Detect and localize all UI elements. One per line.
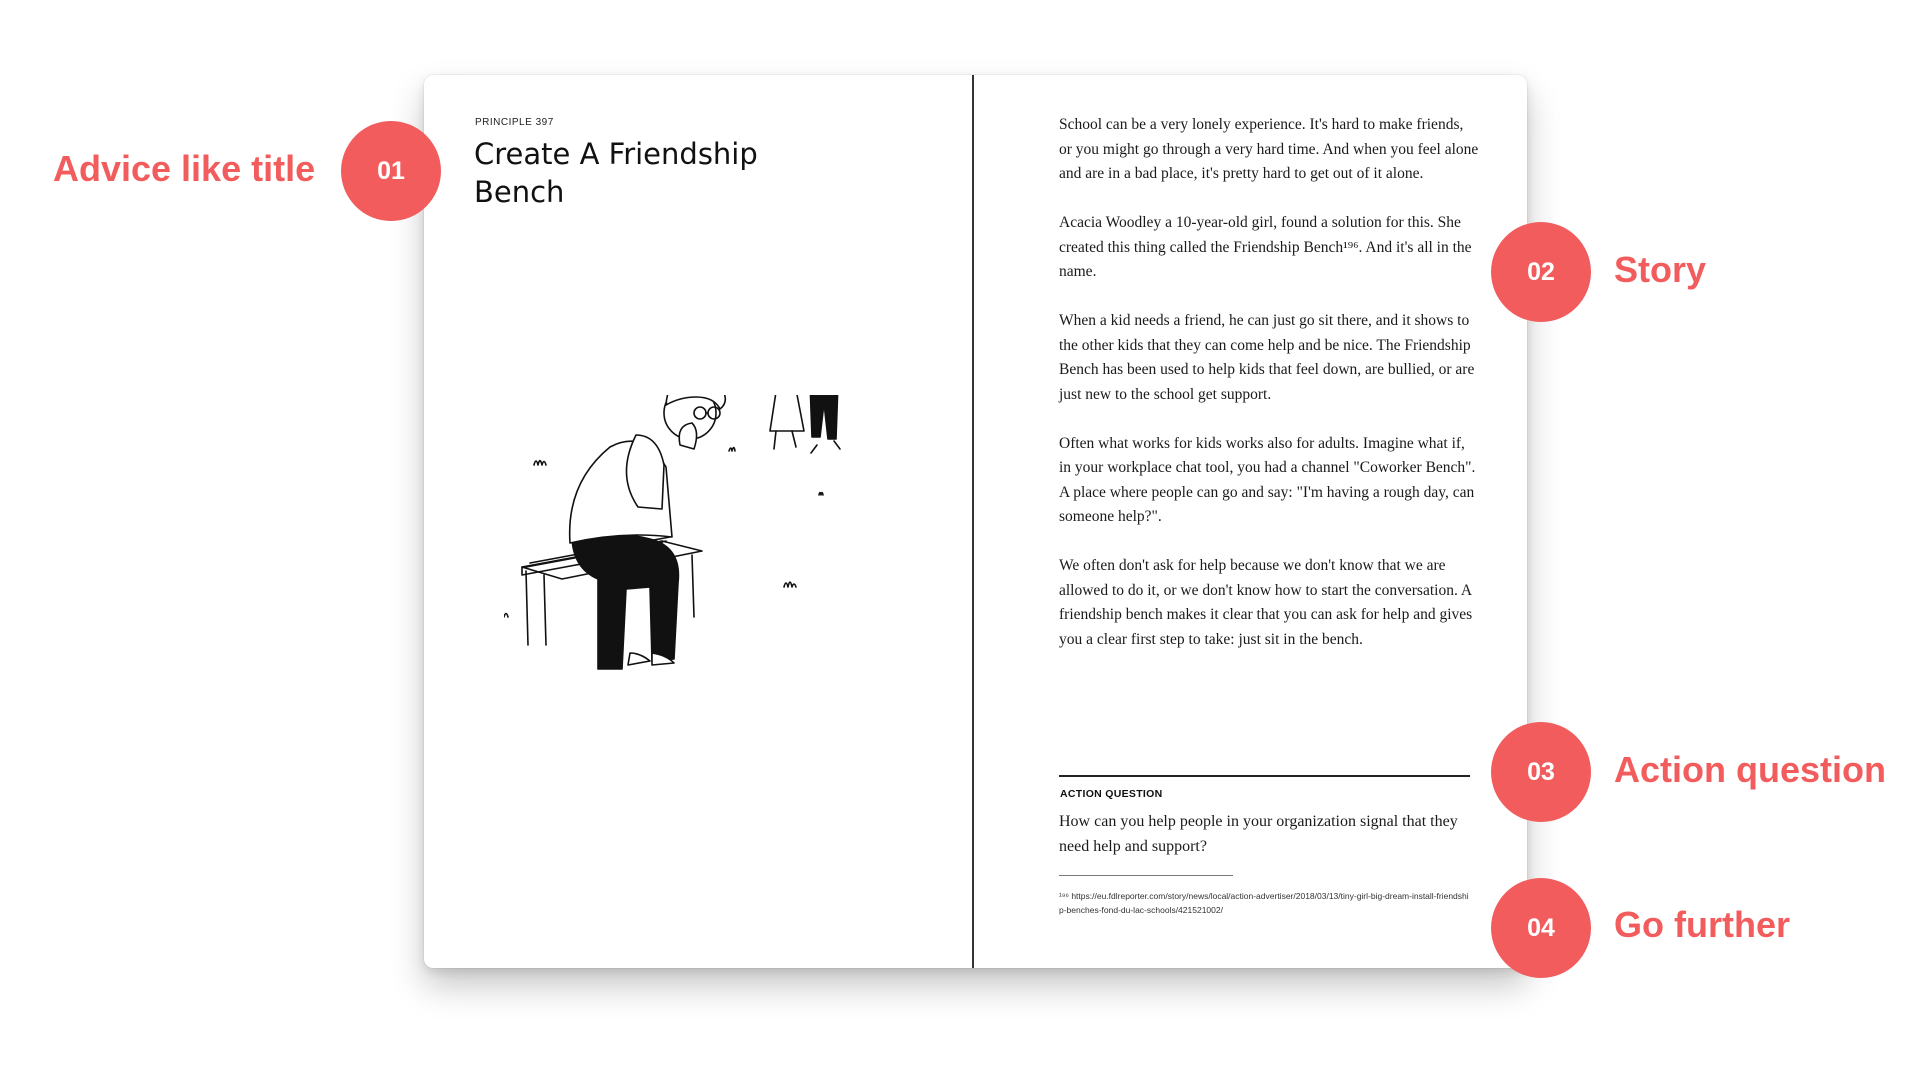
story-paragraph: School can be a very lonely experience. It's hard to make friends, or you might go through a very hard time. And when you feel alone and are in a bad place, it's pretty hard to get out of it alone.	[1059, 116, 1479, 182]
annotation-label-title: Advice like title	[53, 148, 316, 189]
sitting-person	[570, 395, 726, 669]
annotation-label-story: Story	[1614, 249, 1707, 290]
footnote-divider	[1059, 875, 1233, 876]
annotation-badge-03: 03	[1491, 722, 1591, 822]
walking-couple	[764, 395, 850, 453]
principle-title: Create A Friendship Bench	[474, 137, 758, 209]
annotation-badge-01: 01	[341, 121, 441, 221]
grass-tuft-2	[504, 612, 508, 617]
story-paragraph: When a kid needs a friend, he can just go sit there, and it shows to the other kids that they can come help and be nice. The Friendship Bench has been used to help kids that feel down, are bullied, or are just new to the school get support.	[1059, 312, 1475, 403]
person-on-bench-illustration	[504, 395, 864, 795]
story-paragraph: Acacia Woodley a 10-year-old girl, found a solution for this. She created this thing called the Friendship Bench¹⁹⁶. And it's all in the name.	[1059, 214, 1472, 280]
action-question-text: How can you help people in your organization signal that they need help and support?	[1059, 813, 1458, 855]
action-question-label: ACTION QUESTION	[1060, 788, 1163, 800]
grass-tuft-1	[534, 461, 546, 466]
footnote-link[interactable]: ¹⁹⁶ https://eu.fdlreporter.com/story/news/local/action-advertiser/2018/03/13/tiny-girl-big-dream-install-friendship-benches-fond-du-lac-schools/421521002/	[1059, 891, 1469, 915]
book-spread	[424, 75, 1527, 968]
story-text	[1059, 113, 1479, 677]
annotation-label-go-further: Go further	[1614, 904, 1790, 945]
grass-tuft-3	[729, 448, 735, 452]
grass-tuft-5	[819, 493, 823, 496]
annotation-badge-02: 02	[1491, 222, 1591, 322]
annotation-badge-04: 04	[1491, 878, 1591, 978]
action-question-divider	[1059, 775, 1470, 777]
grass-tuft-4	[784, 582, 796, 587]
principle-label: PRINCIPLE 397	[475, 117, 554, 128]
book-spine	[972, 75, 974, 968]
annotation-label-action-question: Action question	[1614, 749, 1886, 790]
story-paragraph: Often what works for kids works also for adults. Imagine what if, in your workplace chat tool, you had a channel "Coworker Bench". A place where people can go and say: "I'm having a rough day, can someone help?".	[1059, 434, 1476, 525]
story-paragraph: We often don't ask for help because we don't know that we are allowed to do it, or we don't know how to start the conversation. A friendship bench makes it clear that you can ask for help and gives you a clear first step to take: just sit in the bench.	[1059, 557, 1473, 648]
